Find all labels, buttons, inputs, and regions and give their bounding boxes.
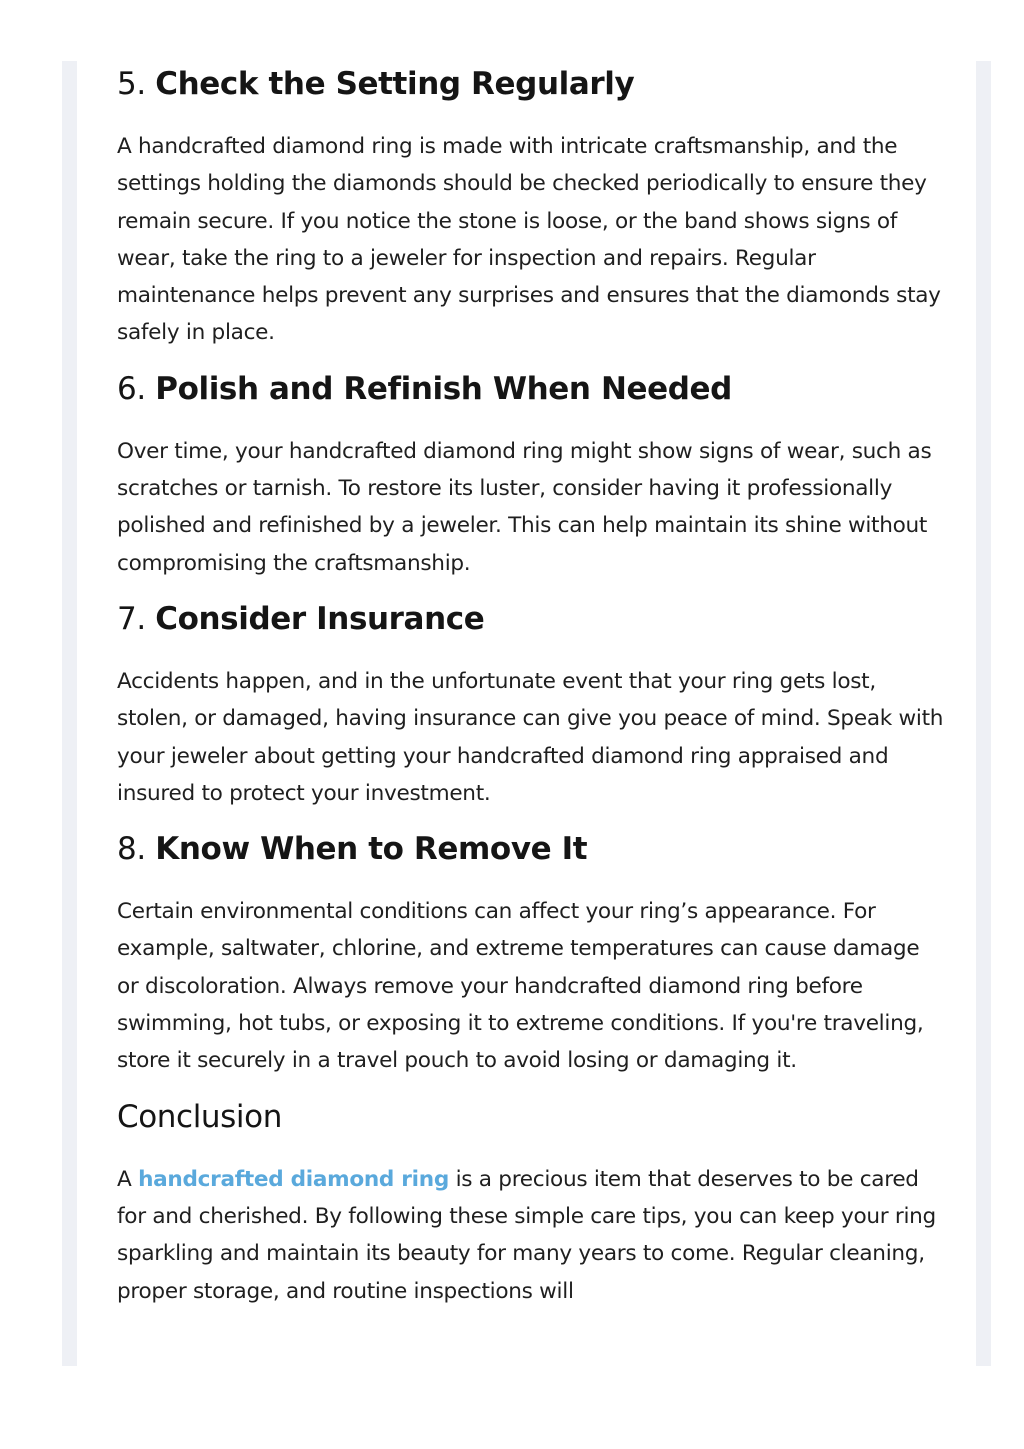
section-number: 6.	[117, 370, 146, 407]
conclusion-heading: Conclusion	[117, 1098, 282, 1135]
conclusion-body: is a precious item that deserves to be cared for and cherished. By following these simple care tips, you can keep your ring sparkling and maintain its beauty for many years to come. Regular cleaning, proper storage, and routine inspections will	[117, 1166, 936, 1304]
section-title: Consider Insurance	[155, 600, 485, 637]
section-paragraph: Over time, your handcrafted diamond ring might show signs of wear, such as scratches or tarnish. To restore its luster, consider having it professionally polished and refinished by a jeweler. This can help maintain its shine without compromising the craftsmanship.	[117, 438, 932, 576]
section-title: Polish and Refinish When Needed	[155, 370, 732, 407]
right-margin-bar	[976, 61, 991, 1366]
section-title: Check the Setting Regularly	[155, 66, 635, 102]
section-heading	[117, 367, 947, 411]
section-heading	[117, 597, 947, 641]
section-number: 7.	[117, 600, 146, 637]
section-heading	[117, 62, 947, 106]
section-title: Know When to Remove It	[155, 831, 588, 868]
section-number: 5.	[117, 66, 146, 102]
conclusion-lead: A	[117, 1166, 132, 1192]
handcrafted-diamond-ring-link[interactable]: handcrafted diamond ring	[138, 1166, 449, 1192]
article-content	[117, 62, 947, 1310]
section-paragraph: A handcrafted diamond ring is made with intricate craftsmanship, and the settings holding the diamonds should be checked periodically to ensure they remain secure. If you notice the stone is loose, or the band shows signs of wear, take the ring to a jeweler for inspection and repairs. Regular maintenance helps prevent any surprises and ensures that the diamonds stay safely in place.	[117, 134, 941, 346]
left-margin-bar	[62, 61, 77, 1366]
conclusion-paragraph	[117, 1161, 947, 1310]
section-number: 8.	[117, 831, 146, 868]
section-paragraph: Accidents happen, and in the unfortunate event that your ring gets lost, stolen, or damaged, having insurance can give you peace of mind. Speak with your jeweler about getting your handcrafted diamond ring appraised and insured to protect your investment.	[117, 668, 944, 806]
section-paragraph: Certain environmental conditions can affect your ring’s appearance. For example, saltwater, chlorine, and extreme temperatures can cause damage or discoloration. Always remove your handcrafted diamond ring before swimming, hot tubs, or exposing it to extreme conditions. If you're traveling, store it securely in a travel pouch to avoid losing or damaging it.	[117, 899, 924, 1074]
section-heading	[117, 827, 947, 871]
